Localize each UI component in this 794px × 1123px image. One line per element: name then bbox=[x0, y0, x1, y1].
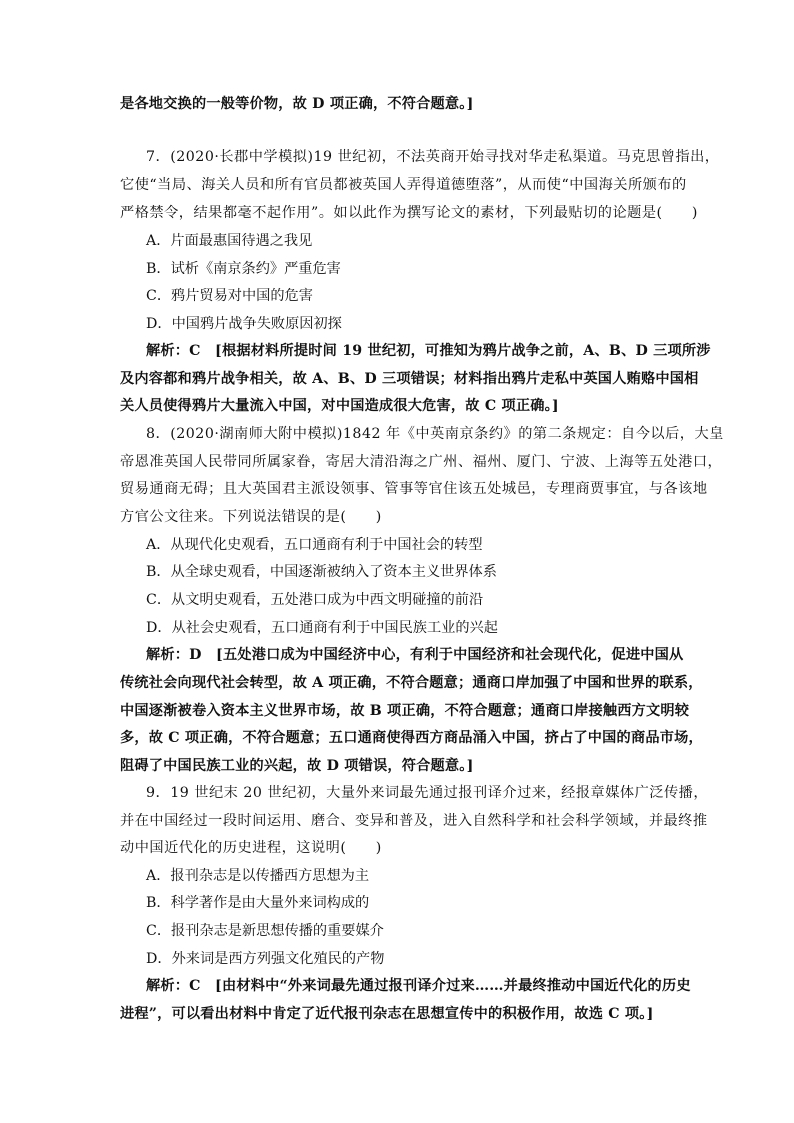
question-8-option-b: B．从全球史观看，中国逐渐被纳入了资本主义世界体系 bbox=[146, 564, 497, 580]
question-8-stem-line-2: 帝恩准英国人民带同所属家眷，寄居大清沿海之广州、福州、厦门、宁波、上海等五处港口， bbox=[120, 454, 723, 470]
question-8-analysis-line-3: 中国逐渐被卷入资本主义世界市场，故 B 项正确，不符合题意；通商口岸接触西方文明较 bbox=[120, 703, 690, 719]
question-8-analysis-line-2: 传统社会向现代社会转型，故 A 项正确，不符合题意；通商口岸加强了中国和世界的联系， bbox=[120, 675, 703, 691]
question-9-option-c: C．报刊杂志是新思想传播的重要媒介 bbox=[146, 923, 384, 939]
question-9-option-a: A．报刊杂志是以传播西方思想为主 bbox=[146, 868, 370, 884]
question-7-option-c: C．鸦片贸易对中国的危害 bbox=[146, 288, 313, 304]
question-9-stem-line-2: 并在中国经过一段时间运用、磨合、变异和普及，进入自然科学和社会科学领域，并最终推 bbox=[120, 813, 708, 829]
question-7-analysis-line-3: 关人员使得鸦片大量流入中国，对中国造成很大危害，故 C 项正确。] bbox=[120, 398, 559, 414]
question-8-stem-line-1: 8．(2020·湖南师大附中模拟)1842 年《中英南京条约》的第二条规定：自今以后，大皇 bbox=[146, 426, 724, 442]
question-9-analysis-line-1: 解析：C [由材料中“外来词最先通过报刊译介过来……并最终推动中国近代化的历史 bbox=[146, 978, 691, 994]
question-8-analysis-line-1: 解析：D [五处港口成为中国经济中心，有利于中国经济和社会现代化，促进中国从 bbox=[146, 647, 684, 663]
question-8-option-a: A．从现代化史观看，五口通商有利于中国社会的转型 bbox=[146, 537, 483, 553]
question-8-option-c: C．从文明史观看，五处港口成为中西文明碰撞的前沿 bbox=[146, 592, 484, 608]
question-9-stem-line-1: 9．19 世纪末 20 世纪初，大量外来词最先通过报刊译介过来，经报章媒体广泛传播， bbox=[146, 785, 709, 801]
question-7-option-b: B．试析《南京条约》严重危害 bbox=[146, 261, 341, 277]
question-8-analysis-line-5: 阻碍了中国民族工业的兴起，故 D 项错误，符合题意。] bbox=[120, 758, 474, 774]
question-7-option-d: D．中国鸦片战争失败原因初探 bbox=[146, 316, 342, 332]
question-9-option-b: B．科学著作是由大量外来词构成的 bbox=[146, 895, 370, 911]
question-7-stem-line-1: 7．(2020·长郡中学模拟)19 世纪初，不法英商开始寻找对华走私渠道。马克思曾指出， bbox=[146, 149, 720, 165]
question-7-option-a: A．片面最惠国待遇之我见 bbox=[146, 233, 313, 249]
question-7-analysis-line-1: 解析：C [根据材料所提时间 19 世纪初，可推知为鸦片战争之前，A、B、D 三项所涉 bbox=[146, 343, 711, 359]
question-7-analysis-line-2: 及内容都和鸦片战争相关，故 A、B、D 三项错误；材料指出鸦片走私中英国人贿赂中国相 bbox=[120, 371, 699, 387]
question-9-option-d: D．外来词是西方列强文化殖民的产物 bbox=[146, 951, 385, 967]
question-8-analysis-line-4: 多，故 C 项正确，不符合题意；五口通商使得西方商品涌入中国，挤占了中国的商品市场， bbox=[120, 730, 703, 746]
question-8-stem-line-3: 贸易通商无碍；且大英国君主派设领事、管事等官住该五处城邑，专理商贾事宜，与各该地 bbox=[120, 481, 708, 497]
question-9-analysis-line-2: 进程”，可以看出材料中肯定了近代报刊杂志在思想宣传中的积极作用，故选 C 项。] bbox=[120, 1006, 654, 1022]
question-7-stem-line-3: 严格禁令，结果都毫不起作用”。如以此作为撰写论文的素材，下列最贴切的论题是( ) bbox=[120, 205, 698, 221]
question-7-stem-line-2: 它使“当局、海关人员和所有官员都被英国人弄得道德堕落”，从而使“中国海关所颁布的 bbox=[120, 177, 687, 193]
question-9-stem-line-3: 动中国近代化的历史进程，这说明( ) bbox=[120, 840, 382, 856]
question-8-stem-line-4: 方官公文往来。下列说法错误的是( ) bbox=[120, 509, 382, 525]
previous-answer-tail: 是各地交换的一般等价物，故 D 项正确，不符合题意。] bbox=[120, 96, 474, 112]
question-8-option-d: D．从社会史观看，五口通商有利于中国民族工业的兴起 bbox=[146, 620, 498, 636]
